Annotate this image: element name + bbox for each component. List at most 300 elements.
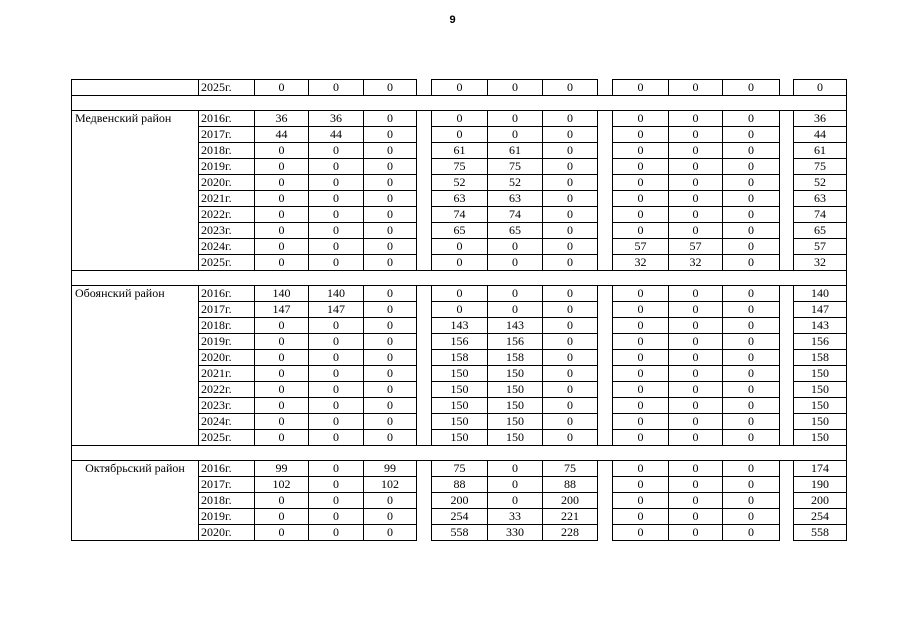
value-cell: 0 [309, 223, 364, 239]
table-body [72, 80, 847, 541]
value-cell: 0 [255, 509, 309, 525]
value-cell: 0 [613, 127, 669, 143]
value-cell: 0 [723, 127, 780, 143]
value-cell: 0 [669, 191, 723, 207]
value-cell: 0 [543, 430, 598, 446]
value-cell: 0 [669, 80, 723, 96]
value-cell: 0 [669, 334, 723, 350]
value-cell: 63 [488, 191, 543, 207]
value-cell: 0 [613, 143, 669, 159]
value-cell: 44 [309, 127, 364, 143]
spacer-cell [417, 350, 432, 366]
value-cell: 57 [613, 239, 669, 255]
separator-row [72, 446, 847, 461]
value-cell: 0 [723, 302, 780, 318]
value-cell: 0 [309, 143, 364, 159]
value-cell: 75 [543, 461, 598, 477]
value-cell: 0 [543, 223, 598, 239]
value-cell: 0 [488, 493, 543, 509]
value-cell: 0 [613, 207, 669, 223]
value-cell: 0 [309, 430, 364, 446]
table-row [72, 286, 847, 302]
district-name: Октябрьский район [72, 461, 199, 541]
value-cell: 61 [432, 143, 488, 159]
value-cell: 36 [794, 111, 847, 127]
value-cell: 65 [794, 223, 847, 239]
value-cell: 0 [613, 461, 669, 477]
value-cell: 0 [364, 239, 417, 255]
value-cell: 0 [488, 461, 543, 477]
value-cell: 61 [488, 143, 543, 159]
value-cell: 150 [432, 366, 488, 382]
separator-cell [72, 271, 847, 286]
value-cell: 0 [255, 414, 309, 430]
value-cell: 0 [488, 302, 543, 318]
value-cell: 63 [794, 191, 847, 207]
table-row [72, 461, 847, 477]
value-cell: 0 [309, 159, 364, 175]
spacer-cell [417, 255, 432, 271]
value-cell: 0 [613, 286, 669, 302]
value-cell: 0 [669, 127, 723, 143]
value-cell: 0 [432, 302, 488, 318]
value-cell: 0 [613, 111, 669, 127]
value-cell: 0 [364, 302, 417, 318]
value-cell: 0 [255, 493, 309, 509]
value-cell: 140 [309, 286, 364, 302]
value-cell: 61 [794, 143, 847, 159]
value-cell: 0 [723, 255, 780, 271]
value-cell: 150 [794, 366, 847, 382]
spacer-cell [417, 239, 432, 255]
district-cell [72, 80, 199, 96]
value-cell: 0 [669, 159, 723, 175]
value-cell: 0 [613, 366, 669, 382]
value-cell: 0 [488, 239, 543, 255]
value-cell: 74 [488, 207, 543, 223]
value-cell: 200 [794, 493, 847, 509]
value-cell: 52 [432, 175, 488, 191]
value-cell: 0 [255, 255, 309, 271]
value-cell: 0 [432, 286, 488, 302]
value-cell: 0 [723, 382, 780, 398]
spacer-cell [780, 302, 794, 318]
year-cell: 2017г. [199, 127, 255, 143]
value-cell: 88 [432, 477, 488, 493]
value-cell: 0 [309, 414, 364, 430]
value-cell: 0 [364, 509, 417, 525]
year-cell: 2016г. [199, 461, 255, 477]
spacer-cell [780, 398, 794, 414]
spacer-cell [598, 477, 613, 493]
value-cell: 0 [723, 111, 780, 127]
value-cell: 558 [794, 525, 847, 541]
value-cell: 150 [488, 414, 543, 430]
year-cell: 2024г. [199, 239, 255, 255]
value-cell: 0 [488, 127, 543, 143]
value-cell: 0 [488, 111, 543, 127]
separator-cell [72, 446, 847, 461]
value-cell: 0 [669, 477, 723, 493]
value-cell: 0 [255, 143, 309, 159]
value-cell: 75 [432, 159, 488, 175]
value-cell: 150 [432, 398, 488, 414]
value-cell: 147 [255, 302, 309, 318]
value-cell: 0 [723, 430, 780, 446]
spacer-cell [417, 318, 432, 334]
value-cell: 102 [364, 477, 417, 493]
spacer-cell [417, 159, 432, 175]
spacer-cell [598, 493, 613, 509]
value-cell: 0 [364, 350, 417, 366]
spacer-cell [417, 430, 432, 446]
value-cell: 0 [543, 414, 598, 430]
spacer-cell [780, 414, 794, 430]
value-cell: 0 [723, 143, 780, 159]
value-cell: 44 [255, 127, 309, 143]
value-cell: 0 [488, 80, 543, 96]
spacer-cell [598, 159, 613, 175]
spacer-cell [780, 382, 794, 398]
value-cell: 0 [255, 350, 309, 366]
year-cell: 2018г. [199, 143, 255, 159]
value-cell: 0 [669, 350, 723, 366]
district-name: Обоянский район [72, 286, 199, 446]
value-cell: 0 [669, 382, 723, 398]
year-cell: 2021г. [199, 191, 255, 207]
spacer-cell [598, 191, 613, 207]
spacer-cell [780, 509, 794, 525]
value-cell: 0 [794, 80, 847, 96]
spacer-cell [598, 127, 613, 143]
value-cell: 0 [309, 318, 364, 334]
value-cell: 99 [255, 461, 309, 477]
value-cell: 150 [488, 382, 543, 398]
value-cell: 0 [309, 255, 364, 271]
value-cell: 0 [613, 477, 669, 493]
value-cell: 0 [255, 207, 309, 223]
spacer-cell [780, 430, 794, 446]
value-cell: 0 [543, 398, 598, 414]
spacer-cell [417, 143, 432, 159]
spacer-cell [598, 350, 613, 366]
separator-row [72, 271, 847, 286]
value-cell: 0 [255, 334, 309, 350]
value-cell: 74 [432, 207, 488, 223]
value-cell: 0 [255, 525, 309, 541]
value-cell: 158 [794, 350, 847, 366]
value-cell: 0 [255, 366, 309, 382]
year-cell: 2022г. [199, 207, 255, 223]
spacer-cell [780, 80, 794, 96]
year-cell: 2023г. [199, 223, 255, 239]
value-cell: 0 [309, 509, 364, 525]
value-cell: 0 [543, 382, 598, 398]
value-cell: 0 [364, 382, 417, 398]
separator-cell [72, 96, 847, 111]
value-cell: 74 [794, 207, 847, 223]
year-cell: 2017г. [199, 477, 255, 493]
value-cell: 0 [669, 430, 723, 446]
spacer-cell [780, 223, 794, 239]
value-cell: 0 [723, 334, 780, 350]
value-cell: 156 [794, 334, 847, 350]
spacer-cell [780, 111, 794, 127]
value-cell: 44 [794, 127, 847, 143]
spacer-cell [780, 493, 794, 509]
value-cell: 0 [543, 350, 598, 366]
spacer-cell [780, 461, 794, 477]
year-cell: 2020г. [199, 525, 255, 541]
value-cell: 0 [364, 143, 417, 159]
spacer-cell [598, 414, 613, 430]
value-cell: 0 [255, 175, 309, 191]
value-cell: 0 [723, 414, 780, 430]
value-cell: 254 [794, 509, 847, 525]
value-cell: 57 [669, 239, 723, 255]
value-cell: 0 [309, 334, 364, 350]
value-cell: 0 [364, 414, 417, 430]
value-cell: 0 [309, 207, 364, 223]
spacer-cell [598, 398, 613, 414]
value-cell: 0 [543, 143, 598, 159]
value-cell: 0 [309, 382, 364, 398]
value-cell: 0 [613, 318, 669, 334]
value-cell: 0 [723, 318, 780, 334]
value-cell: 0 [723, 461, 780, 477]
year-cell: 2024г. [199, 414, 255, 430]
value-cell: 156 [488, 334, 543, 350]
spacer-cell [780, 175, 794, 191]
value-cell: 0 [723, 350, 780, 366]
page-number: 9 [449, 14, 456, 26]
value-cell: 0 [543, 80, 598, 96]
value-cell: 75 [794, 159, 847, 175]
year-cell: 2019г. [199, 509, 255, 525]
year-cell: 2019г. [199, 159, 255, 175]
value-cell: 0 [543, 286, 598, 302]
value-cell: 0 [613, 175, 669, 191]
value-cell: 0 [309, 239, 364, 255]
spacer-cell [417, 525, 432, 541]
value-cell: 0 [309, 191, 364, 207]
value-cell: 200 [432, 493, 488, 509]
value-cell: 0 [432, 127, 488, 143]
year-cell: 2023г. [199, 398, 255, 414]
spacer-cell [417, 80, 432, 96]
spacer-cell [417, 461, 432, 477]
value-cell: 0 [723, 398, 780, 414]
value-cell: 558 [432, 525, 488, 541]
spacer-cell [598, 143, 613, 159]
value-cell: 0 [613, 382, 669, 398]
spacer-cell [417, 334, 432, 350]
spacer-cell [417, 477, 432, 493]
value-cell: 0 [488, 286, 543, 302]
value-cell: 0 [309, 493, 364, 509]
value-cell: 143 [488, 318, 543, 334]
value-cell: 52 [488, 175, 543, 191]
value-cell: 0 [543, 127, 598, 143]
value-cell: 0 [364, 430, 417, 446]
value-cell: 0 [543, 111, 598, 127]
value-cell: 0 [364, 255, 417, 271]
value-cell: 0 [543, 175, 598, 191]
value-cell: 0 [364, 223, 417, 239]
value-cell: 0 [309, 366, 364, 382]
spacer-cell [598, 366, 613, 382]
year-cell: 2018г. [199, 493, 255, 509]
value-cell: 0 [255, 398, 309, 414]
spacer-cell [417, 382, 432, 398]
value-cell: 0 [309, 175, 364, 191]
value-cell: 99 [364, 461, 417, 477]
value-cell: 174 [794, 461, 847, 477]
spacer-cell [417, 509, 432, 525]
value-cell: 150 [488, 430, 543, 446]
value-cell: 0 [669, 525, 723, 541]
value-cell: 150 [432, 430, 488, 446]
value-cell: 228 [543, 525, 598, 541]
value-cell: 0 [543, 318, 598, 334]
spacer-cell [598, 255, 613, 271]
value-cell: 0 [543, 366, 598, 382]
value-cell: 0 [255, 159, 309, 175]
value-cell: 0 [432, 255, 488, 271]
value-cell: 0 [255, 80, 309, 96]
spacer-cell [417, 493, 432, 509]
spacer-cell [780, 239, 794, 255]
year-cell: 2016г. [199, 286, 255, 302]
value-cell: 150 [432, 382, 488, 398]
spacer-cell [598, 382, 613, 398]
value-cell: 0 [723, 207, 780, 223]
year-cell: 2016г. [199, 111, 255, 127]
value-cell: 0 [669, 509, 723, 525]
spacer-cell [598, 302, 613, 318]
value-cell: 140 [794, 286, 847, 302]
spacer-cell [598, 223, 613, 239]
value-cell: 0 [613, 493, 669, 509]
value-cell: 0 [309, 398, 364, 414]
spacer-cell [417, 414, 432, 430]
spacer-cell [598, 80, 613, 96]
value-cell: 0 [255, 191, 309, 207]
value-cell: 0 [543, 159, 598, 175]
value-cell: 0 [669, 398, 723, 414]
value-cell: 0 [669, 414, 723, 430]
value-cell: 150 [794, 430, 847, 446]
value-cell: 0 [543, 191, 598, 207]
table-row [72, 80, 847, 96]
value-cell: 57 [794, 239, 847, 255]
value-cell: 0 [613, 430, 669, 446]
spacer-cell [598, 286, 613, 302]
value-cell: 0 [613, 398, 669, 414]
spacer-cell [417, 175, 432, 191]
value-cell: 0 [613, 223, 669, 239]
spacer-cell [598, 430, 613, 446]
value-cell: 102 [255, 477, 309, 493]
value-cell: 0 [669, 493, 723, 509]
spacer-cell [780, 525, 794, 541]
spacer-cell [417, 207, 432, 223]
value-cell: 0 [723, 477, 780, 493]
value-cell: 0 [364, 127, 417, 143]
year-cell: 2020г. [199, 350, 255, 366]
spacer-cell [780, 127, 794, 143]
value-cell: 32 [794, 255, 847, 271]
value-cell: 0 [669, 175, 723, 191]
value-cell: 0 [613, 350, 669, 366]
spacer-cell [417, 191, 432, 207]
value-cell: 0 [723, 493, 780, 509]
spacer-cell [417, 302, 432, 318]
value-cell: 0 [723, 525, 780, 541]
value-cell: 63 [432, 191, 488, 207]
value-cell: 0 [309, 477, 364, 493]
value-cell: 0 [723, 239, 780, 255]
value-cell: 0 [543, 207, 598, 223]
value-cell: 0 [613, 509, 669, 525]
value-cell: 0 [255, 382, 309, 398]
value-cell: 0 [543, 302, 598, 318]
spacer-cell [598, 239, 613, 255]
spacer-cell [780, 143, 794, 159]
value-cell: 75 [488, 159, 543, 175]
value-cell: 143 [794, 318, 847, 334]
value-cell: 0 [255, 430, 309, 446]
year-cell: 2025г. [199, 255, 255, 271]
value-cell: 0 [613, 80, 669, 96]
value-cell: 0 [364, 175, 417, 191]
value-cell: 0 [723, 286, 780, 302]
value-cell: 0 [309, 525, 364, 541]
value-cell: 158 [488, 350, 543, 366]
spacer-cell [780, 350, 794, 366]
value-cell: 0 [723, 223, 780, 239]
year-cell: 2019г. [199, 334, 255, 350]
value-cell: 150 [488, 398, 543, 414]
spacer-cell [598, 318, 613, 334]
data-table [71, 79, 847, 541]
value-cell: 0 [723, 175, 780, 191]
value-cell: 0 [613, 414, 669, 430]
spacer-cell [598, 111, 613, 127]
value-cell: 0 [723, 509, 780, 525]
value-cell: 0 [613, 525, 669, 541]
value-cell: 0 [309, 350, 364, 366]
value-cell: 147 [794, 302, 847, 318]
value-cell: 190 [794, 477, 847, 493]
value-cell: 158 [432, 350, 488, 366]
value-cell: 150 [794, 398, 847, 414]
value-cell: 33 [488, 509, 543, 525]
value-cell: 0 [364, 366, 417, 382]
value-cell: 88 [543, 477, 598, 493]
spacer-cell [417, 127, 432, 143]
value-cell: 0 [432, 239, 488, 255]
value-cell: 0 [543, 255, 598, 271]
value-cell: 150 [432, 414, 488, 430]
value-cell: 0 [669, 207, 723, 223]
value-cell: 0 [488, 255, 543, 271]
value-cell: 0 [669, 318, 723, 334]
year-cell: 2017г. [199, 302, 255, 318]
value-cell: 156 [432, 334, 488, 350]
value-cell: 330 [488, 525, 543, 541]
table-row [72, 111, 847, 127]
